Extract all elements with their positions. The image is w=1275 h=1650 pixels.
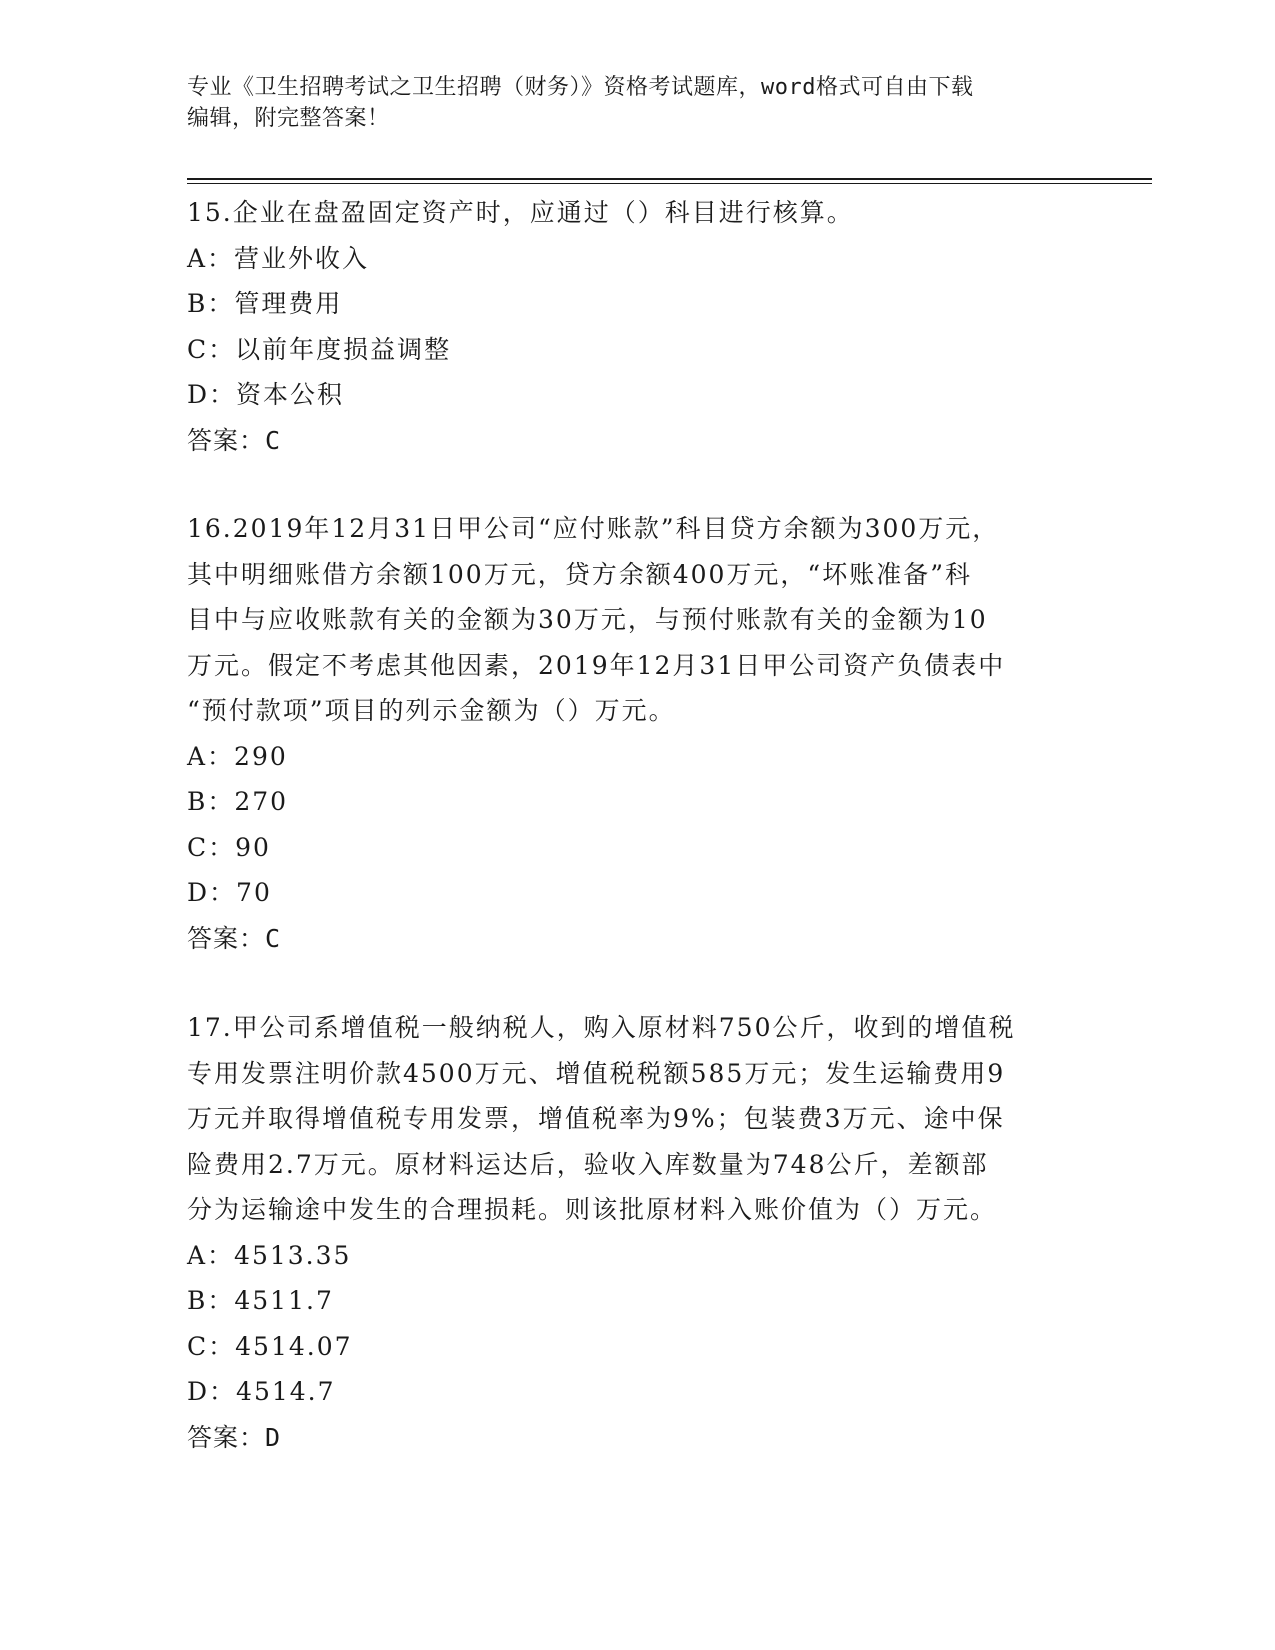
option-d: D：70	[187, 878, 272, 907]
answer: 答案：C	[187, 923, 282, 953]
option-d: D：资本公积	[187, 380, 345, 409]
question-stem-line: “预付款项”项目的列示金额为（）万元。	[187, 696, 676, 725]
question-stem-line: 15.企业在盘盈固定资产时，应通过（）科目进行核算。	[187, 198, 854, 227]
header-divider-thin	[187, 183, 1152, 184]
answer: 答案：D	[187, 1422, 282, 1452]
option-b: B：270	[187, 787, 289, 816]
document-header	[187, 72, 1087, 134]
question-stem-line: 万元。假定不考虑其他因素，2019年12月31日甲公司资产负债表中	[187, 650, 1006, 680]
question-17	[187, 1005, 1087, 1460]
option-b: B：4511.7	[187, 1286, 334, 1315]
answer: 答案：C	[187, 425, 282, 455]
option-c: C：90	[187, 832, 271, 862]
header-line-2: 编辑，附完整答案！	[187, 106, 390, 131]
question-stem-line: 险费用2.7万元。原材料运达后，验收入库数量为748公斤，差额部	[187, 1149, 989, 1179]
option-c: C：4514.07	[187, 1331, 353, 1361]
option-b: B：管理费用	[187, 289, 343, 318]
question-stem-line: 万元并取得增值税专用发票，增值税率为9%；包装费3万元、途中保	[187, 1104, 1005, 1133]
question-stem-line: 目中与应收账款有关的金额为30万元，与预付账款有关的金额为10	[187, 605, 988, 634]
question-stem-line: 16.2019年12月31日甲公司“应付账款”科目贷方余额为300万元，	[187, 514, 1000, 543]
header-line-1: 专业《卫生招聘考试之卫生招聘（财务）》资格考试题库，word格式可自由下载	[187, 75, 974, 100]
option-a: A：290	[187, 741, 288, 771]
option-c: C：以前年度损益调整	[187, 334, 452, 364]
question-15	[187, 190, 1087, 463]
option-a: A：4513.35	[187, 1240, 352, 1270]
option-a: A：营业外收入	[187, 243, 370, 273]
question-stem-line: 专用发票注明价款4500万元、增值税税额585万元；发生运输费用9	[187, 1058, 1006, 1088]
question-stem-line: 分为运输途中发生的合理损耗。则该批原材料入账价值为（）万元。	[187, 1195, 998, 1224]
question-stem-line: 17.甲公司系增值税一般纳税人，购入原材料750公斤，收到的增值税	[187, 1013, 1016, 1042]
header-divider-thick	[187, 178, 1152, 180]
question-16	[187, 506, 1087, 961]
option-d: D：4514.7	[187, 1377, 336, 1406]
question-stem-line: 其中明细账借方余额100万元，贷方余额400万元，“坏账准备”科	[187, 559, 972, 589]
